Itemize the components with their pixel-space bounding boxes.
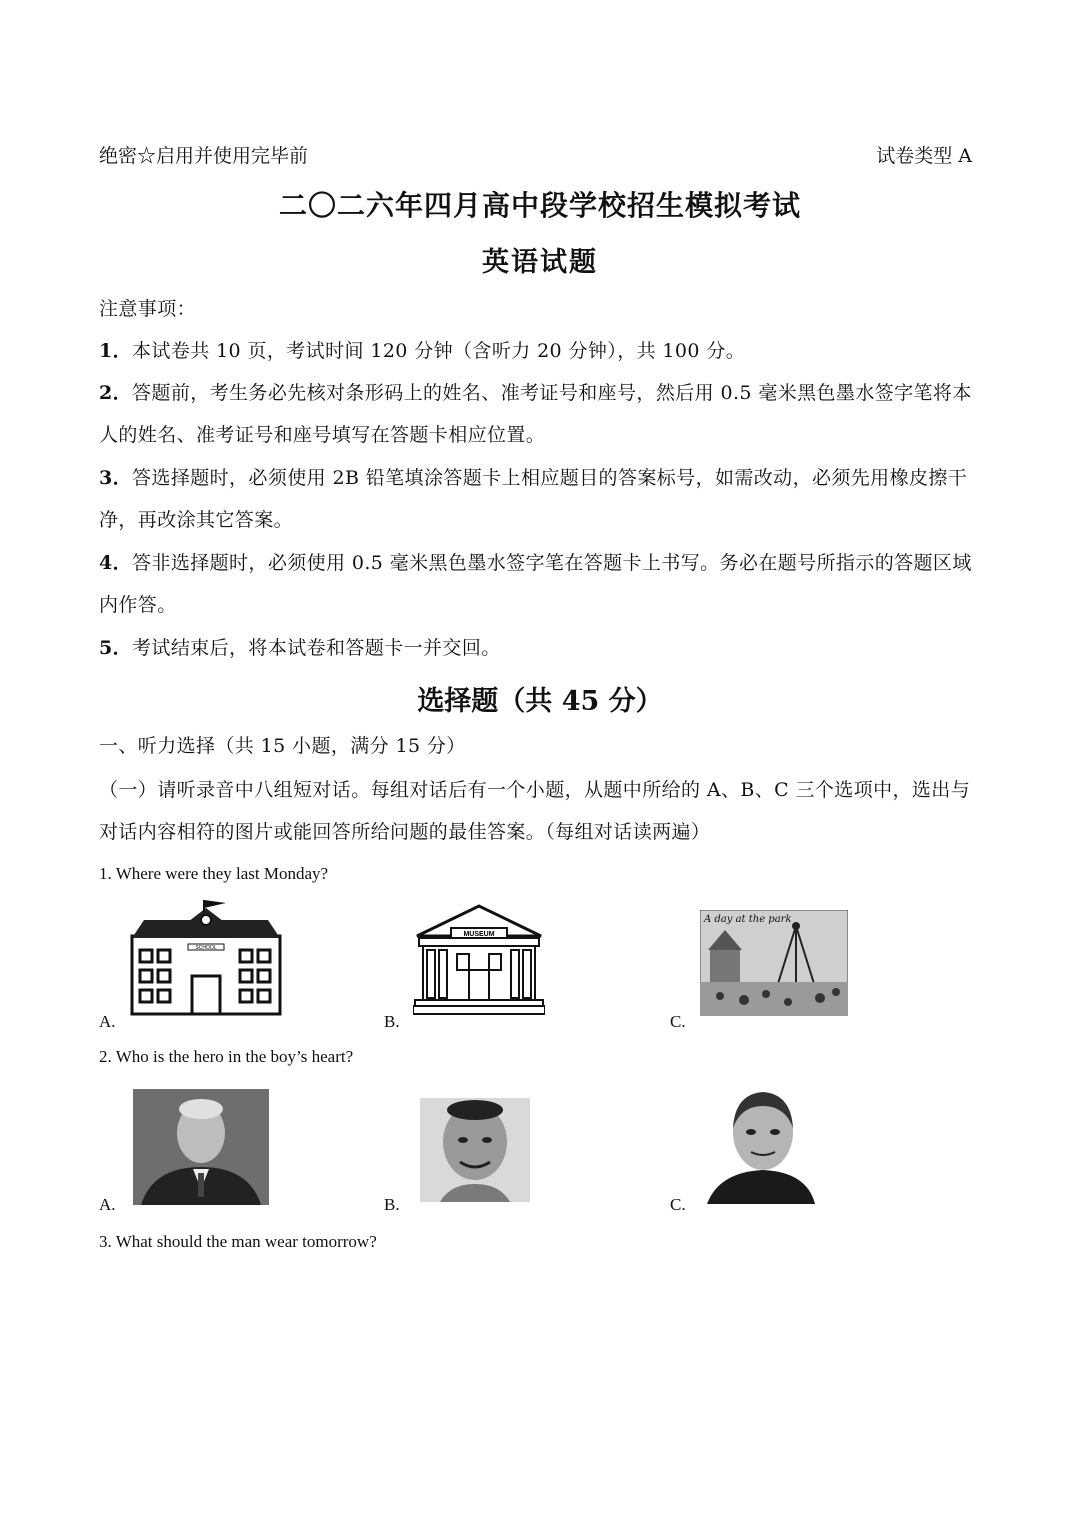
note-item-3: 3．答选择题时，必须使用 2B 铅笔填涂答题卡上相应题目的答案标号，如需改动，必须先用橡皮擦干净，再改涂其它答案。 <box>99 467 968 531</box>
note-text: 答题前，考生务必先核对条形码上的姓名、准考证号和座号，然后用 0.5 毫米黑色墨水签字笔将本人的姓名、准考证号和座号填写在答题卡相应位置。 <box>99 382 972 446</box>
part-instruction: （一）请听录音中八组短对话。每组对话后有一个小题，从题中所给的 A、B、C 三个选项中，选出与对话内容相符的图片或能回答所给问题的最佳答案。（每组对话读两遍） <box>99 779 971 843</box>
note-text: 本试卷共 10 页，考试时间 120 分钟（含听力 20 分钟），共 100 分。 <box>132 340 746 362</box>
museum-sign-text: MUSEUM <box>463 931 495 938</box>
option-label-b: B. <box>384 1012 400 1031</box>
note-item-2: 2．答题前，考生务必先核对条形码上的姓名、准考证号和座号，然后用 0.5 毫米黑色墨水签字笔将本人的姓名、准考证号和座号填写在答题卡相应位置。 <box>99 382 972 446</box>
option-label-b: B. <box>384 1195 400 1214</box>
question-2: 2. Who is the hero in the boy’s heart? <box>99 1047 354 1066</box>
note-item-4: 4．答非选择题时，必须使用 0.5 毫米黑色墨水签字笔在答题卡上书写。务必在题号所指示的答题区域内作答。 <box>99 552 972 616</box>
question-3: 3. What should the man wear tomorrow? <box>99 1232 377 1251</box>
notes-heading: 注意事项： <box>99 298 197 320</box>
note-text: 答非选择题时，必须使用 0.5 毫米黑色墨水签字笔在答题卡上书写。务必在题号所指示的答题区域内作答。 <box>99 552 972 616</box>
note-number: 5 <box>99 637 113 659</box>
note-item-5: 5．考试结束后，将本试卷和答题卡一并交回。 <box>99 637 501 659</box>
note-number: 3 <box>99 467 113 489</box>
school-sign-text: SCHOOL <box>195 945 217 951</box>
confidential-label: 绝密☆启用并使用完毕前 <box>99 145 309 167</box>
note-text: 答选择题时，必须使用 2B 铅笔填涂答题卡上相应题目的答案标号，如需改动，必须先用橡皮擦干净，再改涂其它答案。 <box>99 467 968 531</box>
option-label-c: C. <box>670 1012 686 1031</box>
exam-title: 二〇二六年四月高中段学校招生模拟考试 <box>278 189 801 222</box>
note-number: 1 <box>99 340 113 362</box>
park-caption-text: A day at the park <box>704 914 792 925</box>
portrait-a <box>133 1089 269 1205</box>
option-label-a: A. <box>99 1012 116 1031</box>
museum-picture <box>413 904 545 1016</box>
portrait-c <box>705 1088 817 1204</box>
option-label-a: A. <box>99 1195 116 1214</box>
park-picture <box>700 910 848 1016</box>
portrait-b <box>420 1098 530 1202</box>
note-number: 2 <box>99 382 113 404</box>
question-1: 1. Where were they last Monday? <box>99 864 329 883</box>
option-label-c: C. <box>670 1195 686 1214</box>
school-picture <box>130 898 282 1016</box>
section-title: 选择题（共 45 分） <box>417 686 663 717</box>
note-item-1: 1．本试卷共 10 页，考试时间 120 分钟（含听力 20 分钟），共 100 分。 <box>99 340 746 362</box>
part-heading: 一、听力选择（共 15 小题，满分 15 分） <box>99 735 466 757</box>
paper-type-label: 试卷类型 A <box>876 145 972 167</box>
note-number: 4 <box>99 552 113 574</box>
subject-title: 英语试题 <box>482 247 598 278</box>
note-text: 考试结束后，将本试卷和答题卡一并交回。 <box>132 637 501 659</box>
